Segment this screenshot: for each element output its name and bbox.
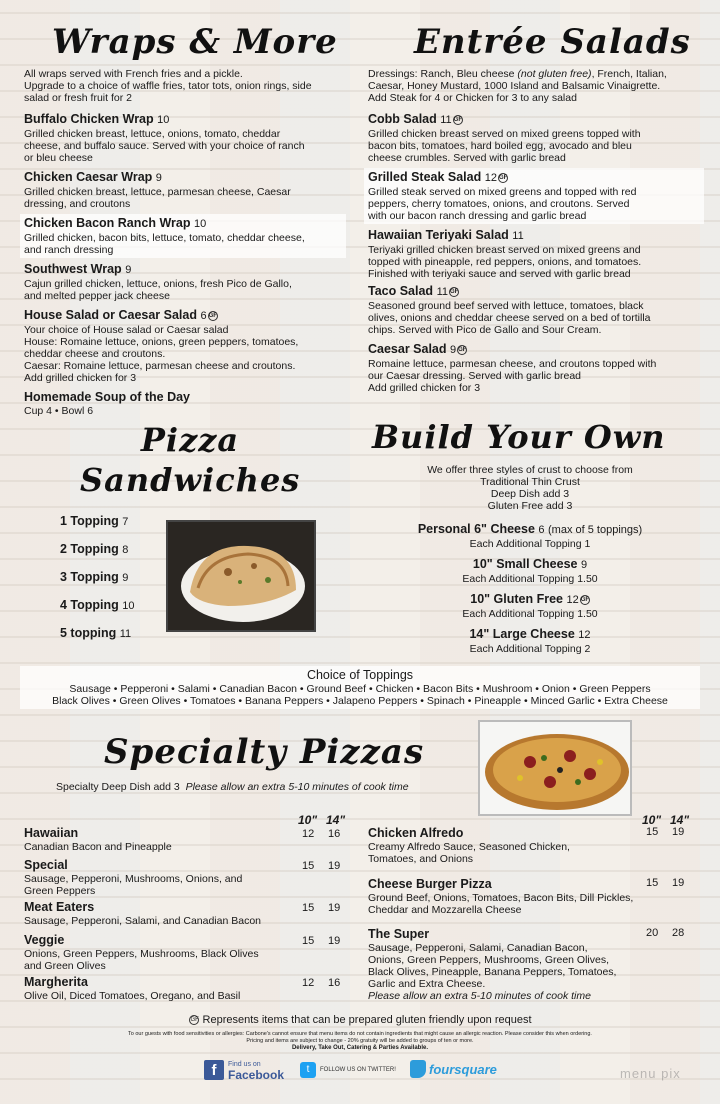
salads-intro-line: Dressings: Ranch, Bleu cheese bbox=[368, 68, 518, 80]
salad-price: 11 bbox=[440, 114, 452, 126]
specialty-desc: Sausage, Pepperoni, Salami, Canadian Bacon, bbox=[368, 942, 588, 954]
salads-intro bbox=[368, 68, 708, 104]
specialty-name: Hawaiian bbox=[24, 826, 79, 840]
wraps-heading: Wraps & More bbox=[52, 22, 338, 62]
specialty-item bbox=[24, 933, 354, 972]
gluten-friendly-note bbox=[0, 1014, 720, 1026]
price-10: 15 bbox=[302, 860, 315, 872]
build-size-note: (max of 5 toppings) bbox=[548, 524, 643, 536]
price-14: 19 bbox=[328, 860, 341, 872]
gluten-friendly-icon: GF bbox=[208, 312, 217, 319]
calzone-photo bbox=[166, 520, 316, 632]
gluten-friendly-note-text: Represents items that can be prepared gluten friendly upon request bbox=[202, 1014, 532, 1026]
specialty-desc: Ground Beef, Onions, Tomatoes, Bacon Bits, Dill Pickles, bbox=[368, 892, 634, 904]
price-14: 19 bbox=[328, 935, 341, 947]
build-size-sub: Each Additional Topping 1 bbox=[469, 538, 591, 550]
salad-name: Taco Salad bbox=[368, 284, 434, 298]
wraps-intro-line: Upgrade to a choice of waffle fries, tator tots, onion rings, side bbox=[24, 80, 312, 92]
wrap-name: House Salad or Caesar Salad bbox=[24, 308, 197, 322]
wrap-desc: dressing, and croutons bbox=[24, 198, 131, 210]
build-size-sub: Each Additional Topping 1.50 bbox=[462, 608, 598, 620]
specialty-item bbox=[368, 927, 698, 1002]
wrap-desc: Cajun grilled chicken, lettuce, onions, fresh Pico de Gallo, bbox=[24, 278, 292, 290]
price-14: 16 bbox=[328, 828, 341, 840]
salad-price: 9 bbox=[450, 344, 457, 356]
build-size-item bbox=[380, 522, 680, 550]
twitter-link[interactable] bbox=[300, 1060, 396, 1080]
wrap-price: 9 bbox=[125, 264, 132, 276]
salad-desc: Finished with teriyaki sauce and served with garlic bread bbox=[368, 268, 631, 280]
build-size-name: 14" Large Cheese bbox=[469, 627, 575, 641]
salad-desc: Grilled steak served on mixed greens and topped with red bbox=[368, 186, 637, 198]
twitter-icon: t bbox=[300, 1062, 316, 1078]
watermark: menu pix bbox=[620, 1066, 681, 1081]
topping-price: 9 bbox=[122, 572, 129, 584]
topping-label: 2 Topping bbox=[60, 542, 119, 556]
wrap-price: 6 bbox=[200, 310, 207, 322]
build-your-own-heading: Build Your Own bbox=[372, 418, 666, 456]
facebook-small-text: Find us on bbox=[228, 1061, 261, 1068]
specialty-item bbox=[24, 858, 354, 897]
build-intro-line: Gluten Free add 3 bbox=[487, 500, 573, 512]
gluten-friendly-icon: GF bbox=[580, 596, 590, 603]
build-size-item bbox=[380, 592, 680, 620]
topping-label: 4 Topping bbox=[60, 598, 119, 612]
foursquare-link[interactable] bbox=[410, 1058, 497, 1080]
salad-item bbox=[364, 168, 704, 224]
salad-item bbox=[368, 342, 708, 394]
disclaimer-line: To our guests with food sensitivities or allergies: Carbone's cannot ensure that menu items do not contain ingredients that might cause an allergic reaction. Please consider this when ordering. bbox=[128, 1031, 592, 1037]
specialty-desc: Onions, Green Peppers, Mushrooms, Black Olives bbox=[24, 948, 259, 960]
gluten-friendly-icon: GF bbox=[190, 1017, 199, 1024]
gluten-friendly-icon: GF bbox=[498, 174, 508, 181]
build-size-price: 6 bbox=[538, 524, 545, 536]
gluten-friendly-icon: GF bbox=[449, 288, 459, 295]
salad-item bbox=[368, 228, 708, 280]
pizza-sandwiches-heading-line: Sandwiches bbox=[80, 461, 301, 499]
salad-name: Grilled Steak Salad bbox=[368, 170, 482, 184]
specialty-item bbox=[24, 826, 354, 853]
wrap-price: 9 bbox=[155, 172, 162, 184]
salad-desc: Seasoned ground beef served with lettuce, tomatoes, black bbox=[368, 300, 644, 312]
salad-desc: Grilled chicken breast served on mixed greens topped with bbox=[368, 128, 641, 140]
calzone-image bbox=[168, 522, 316, 632]
wrap-desc: Cup 4 • Bowl 6 bbox=[24, 405, 94, 417]
build-size-name: 10" Gluten Free bbox=[470, 592, 564, 606]
price-14: 16 bbox=[328, 977, 341, 989]
specialty-desc: Black Olives, Pineapple, Banana Peppers, Tomatoes, bbox=[368, 966, 617, 978]
build-intro-line: Deep Dish add 3 bbox=[490, 488, 570, 500]
specialty-name: The Super bbox=[368, 927, 430, 941]
specialty-name: Meat Eaters bbox=[24, 900, 95, 914]
specialty-note bbox=[56, 781, 476, 793]
salad-desc: topped with pineapple, red peppers, onions, and tomatoes. bbox=[368, 256, 642, 268]
gluten-friendly-icon: GF bbox=[453, 116, 463, 123]
price-14: 28 bbox=[672, 927, 685, 939]
topping-price-list bbox=[60, 514, 170, 654]
size-header-10: 10" bbox=[298, 813, 318, 827]
build-intro bbox=[380, 464, 680, 512]
topping-price: 8 bbox=[122, 544, 129, 556]
specialty-desc: Cheddar and Mozzarella Cheese bbox=[368, 904, 522, 916]
specialty-name: Margherita bbox=[24, 975, 88, 989]
services-line: Delivery, Take Out, Catering & Parties Available. bbox=[291, 1045, 429, 1051]
wraps-intro bbox=[24, 68, 354, 104]
wrap-price: 10 bbox=[157, 114, 170, 126]
salad-desc: olives, onions and cheddar cheese served on a bed of tortilla bbox=[368, 312, 651, 324]
wrap-name: Southwest Wrap bbox=[24, 262, 122, 276]
specialty-desc: Sausage, Pepperoni, Mushrooms, Onions, and bbox=[24, 873, 243, 885]
specialty-item bbox=[24, 975, 354, 1002]
size-header-10: 10" bbox=[642, 813, 662, 827]
build-size-price: 12 bbox=[578, 629, 591, 641]
topping-price: 10 bbox=[122, 600, 135, 612]
specialty-desc: Creamy Alfredo Sauce, Seasoned Chicken, bbox=[368, 841, 570, 853]
salad-price: 12 bbox=[484, 172, 497, 184]
wrap-price: 10 bbox=[193, 218, 207, 230]
specialty-pizza-photo bbox=[478, 720, 632, 816]
wrap-desc: and ranch dressing bbox=[24, 244, 114, 256]
specialty-desc: Onions, Green Peppers, Mushrooms, Green Olives, bbox=[368, 954, 610, 966]
toppings-heading: Choice of Toppings bbox=[306, 668, 414, 682]
wraps-intro-line: salad or fresh fruit for 2 bbox=[24, 92, 132, 104]
specialty-heading: Specialty Pizzas bbox=[104, 732, 425, 772]
twitter-text: FOLLOW US ON TWITTER! bbox=[320, 1067, 396, 1073]
topping-label: 3 Topping bbox=[60, 570, 119, 584]
facebook-link[interactable] bbox=[204, 1058, 284, 1082]
disclaimer bbox=[40, 1031, 680, 1052]
facebook-icon: f bbox=[204, 1060, 224, 1080]
price-10: 20 bbox=[646, 927, 659, 939]
price-10: 15 bbox=[302, 902, 315, 914]
foursquare-icon bbox=[410, 1060, 426, 1078]
wrap-name: Buffalo Chicken Wrap bbox=[24, 112, 154, 126]
specialty-name: Special bbox=[24, 858, 68, 872]
build-size-price: 9 bbox=[580, 559, 588, 571]
wrap-desc: and melted pepper jack cheese bbox=[24, 290, 170, 302]
wrap-desc: Add grilled chicken for 3 bbox=[24, 372, 137, 384]
salads-heading: Entrée Salads bbox=[414, 22, 691, 62]
specialty-desc: Tomatoes, and Onions bbox=[368, 853, 474, 865]
build-size-item bbox=[380, 627, 680, 655]
salad-desc: with our bacon ranch dressing and garlic bread bbox=[368, 210, 587, 222]
build-intro-line: We offer three styles of crust to choose from bbox=[427, 464, 633, 476]
salads-intro-italic: (not gluten free) bbox=[517, 68, 592, 80]
specialty-item bbox=[368, 877, 698, 916]
specialty-desc: Canadian Bacon and Pineapple bbox=[24, 841, 172, 853]
specialty-desc: Green Peppers bbox=[24, 885, 96, 897]
salad-desc: our Caesar dressing. Served with garlic bread bbox=[368, 370, 582, 382]
wrap-name: Chicken Bacon Ranch Wrap bbox=[24, 216, 191, 230]
build-size-name: 10" Small Cheese bbox=[472, 557, 578, 571]
salad-desc: chips. Served with Pico de Gallo and Sour Cream. bbox=[368, 324, 602, 336]
pizza-sandwiches-heading-line: Pizza bbox=[140, 421, 240, 459]
facebook-text: Facebook bbox=[228, 1068, 285, 1082]
wrap-desc: Caesar: Romaine lettuce, parmesan cheese and croutons. bbox=[24, 360, 296, 372]
wrap-desc: Grilled chicken breast, lettuce, parmesan cheese, Caesar bbox=[24, 186, 291, 198]
wrap-item bbox=[24, 390, 344, 417]
price-14: 19 bbox=[672, 877, 685, 889]
wrap-item bbox=[20, 214, 346, 258]
toppings-section bbox=[20, 666, 700, 709]
salad-item bbox=[368, 284, 708, 336]
size-header-14: 14" bbox=[326, 813, 346, 827]
price-10: 15 bbox=[302, 935, 315, 947]
specialty-desc: and Green Olives bbox=[24, 960, 106, 972]
wrap-desc: cheese, and buffalo sauce. Served with your choice of ranch bbox=[24, 140, 305, 152]
specialty-desc: Sausage, Pepperoni, Salami, and Canadian Bacon bbox=[24, 915, 261, 927]
salad-price: 11 bbox=[512, 230, 524, 242]
salad-item bbox=[368, 112, 708, 164]
specialty-item bbox=[368, 826, 698, 865]
price-10: 12 bbox=[302, 828, 315, 840]
wrap-desc: Grilled chicken, bacon bits, lettuce, tomato, cheddar cheese, bbox=[24, 232, 305, 244]
toppings-line: Black Olives • Green Olives • Tomatoes • Banana Peppers • Jalapeno Peppers • Spinach • Pineapple • Minced Garlic • Extra Cheese bbox=[52, 695, 668, 707]
wrap-name: Chicken Caesar Wrap bbox=[24, 170, 153, 184]
salad-name: Cobb Salad bbox=[368, 112, 437, 126]
build-size-sub: Each Additional Topping 1.50 bbox=[462, 573, 598, 585]
pizza-sandwiches-heading bbox=[80, 420, 300, 500]
salad-desc: bacon bits, tomatoes, hard boiled egg, avocado and bleu bbox=[368, 140, 632, 152]
salad-desc: cheese crumbles. Served with garlic bread bbox=[368, 152, 566, 164]
price-10: 15 bbox=[646, 877, 659, 889]
salad-name: Caesar Salad bbox=[368, 342, 447, 356]
specialty-pizza-image bbox=[480, 722, 632, 816]
specialty-italic-note: Please allow an extra 5-10 minutes of cook time bbox=[368, 990, 591, 1002]
wrap-desc: House: Romaine lettuce, onions, green peppers, tomatoes, bbox=[24, 336, 299, 348]
specialty-item bbox=[24, 900, 354, 927]
wrap-desc: Your choice of House salad or Caesar salad bbox=[24, 324, 229, 336]
topping-price: 7 bbox=[122, 516, 129, 528]
specialty-desc: Garlic and Extra Cheese. bbox=[368, 978, 486, 990]
topping-label: 5 topping bbox=[60, 626, 117, 640]
wrap-desc: or bleu cheese bbox=[24, 152, 93, 164]
build-size-price: 12 bbox=[566, 594, 579, 606]
foursquare-text: foursquare bbox=[429, 1061, 497, 1077]
specialty-desc: Olive Oil, Diced Tomatoes, Oregano, and Basil bbox=[24, 990, 241, 1002]
salads-intro-line: , French, Italian, bbox=[591, 68, 667, 80]
wrap-item bbox=[24, 262, 344, 302]
price-10: 15 bbox=[646, 826, 659, 838]
wrap-desc: cheddar cheese and croutons. bbox=[24, 348, 166, 360]
salad-name: Hawaiian Teriyaki Salad bbox=[368, 228, 509, 242]
salad-price: 11 bbox=[436, 286, 448, 298]
price-10: 12 bbox=[302, 977, 315, 989]
price-14: 19 bbox=[672, 826, 685, 838]
specialty-note-text: Specialty Deep Dish add 3 bbox=[56, 781, 180, 793]
build-size-sub: Each Additional Topping 2 bbox=[469, 643, 591, 655]
price-14: 19 bbox=[328, 902, 341, 914]
wrap-item bbox=[24, 112, 344, 164]
gluten-friendly-icon: GF bbox=[458, 346, 467, 353]
wrap-item bbox=[24, 308, 344, 384]
salad-desc: Add grilled chicken for 3 bbox=[368, 382, 481, 394]
wraps-intro-line: All wraps served with French fries and a pickle. bbox=[24, 68, 243, 80]
salad-desc: Teriyaki grilled chicken breast served on mixed greens and bbox=[368, 244, 641, 256]
disclaimer-line: Pricing and items are subject to change - 20% gratuity will be added to groups of ten or more. bbox=[246, 1038, 474, 1044]
topping-price: 11 bbox=[119, 628, 132, 640]
specialty-name: Veggie bbox=[24, 933, 65, 947]
size-header-14: 14" bbox=[670, 813, 690, 827]
salad-desc: Romaine lettuce, parmesan cheese, and croutons topped with bbox=[368, 358, 657, 370]
build-size-item bbox=[380, 557, 680, 585]
build-intro-line: Traditional Thin Crust bbox=[480, 476, 580, 488]
topping-label: 1 Topping bbox=[60, 514, 119, 528]
salads-intro-line: Add Steak for 4 or Chicken for 3 to any salad bbox=[368, 92, 577, 104]
toppings-line: Sausage • Pepperoni • Salami • Canadian Bacon • Ground Beef • Chicken • Bacon Bits • Mushroom • Onion • Green Peppers bbox=[69, 683, 651, 695]
build-size-name: Personal 6" Cheese bbox=[417, 522, 535, 536]
specialty-note-italic: Please allow an extra 5-10 minutes of cook time bbox=[185, 781, 409, 793]
wrap-desc: Grilled chicken breast, lettuce, onions, tomato, cheddar bbox=[24, 128, 281, 140]
specialty-name: Chicken Alfredo bbox=[368, 826, 464, 840]
salads-intro-line: Caesar, Honey Mustard, 1000 Island and Balsamic Vinaigrette. bbox=[368, 80, 661, 92]
wrap-name: Homemade Soup of the Day bbox=[24, 390, 190, 404]
specialty-name: Cheese Burger Pizza bbox=[368, 877, 492, 891]
salad-desc: peppers, cherry tomatoes, onions, and croutons. Served bbox=[368, 198, 630, 210]
wrap-item bbox=[24, 170, 344, 210]
